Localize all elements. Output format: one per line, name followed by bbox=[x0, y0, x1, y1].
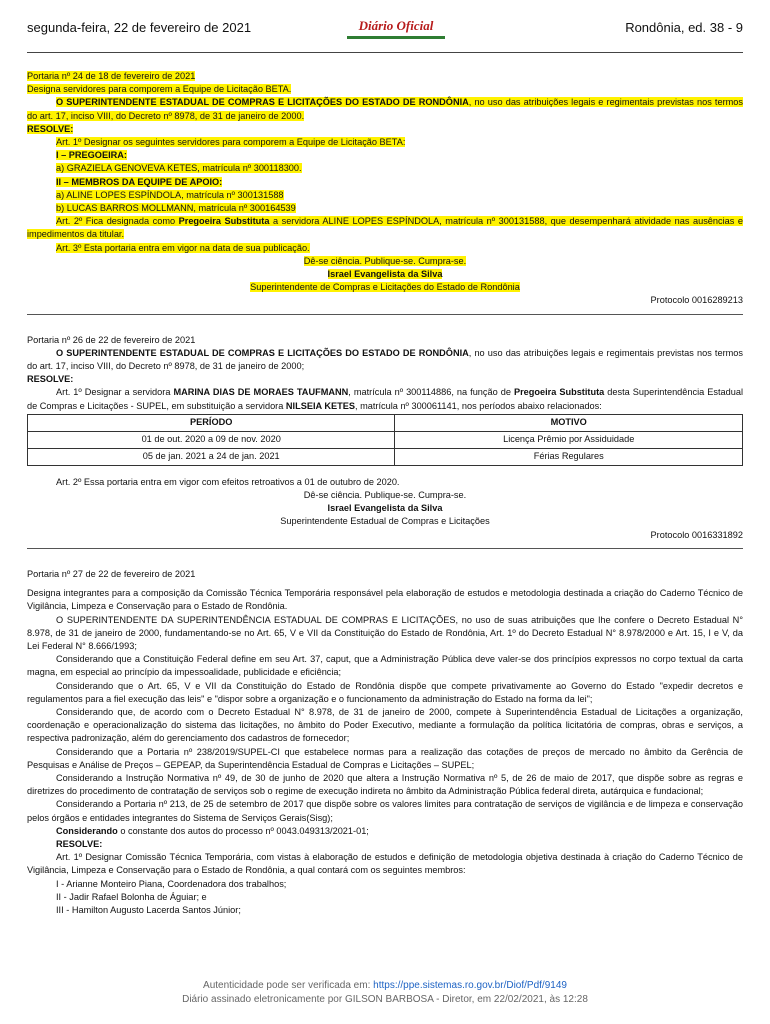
portaria-24-art3: Art. 3º Esta portaria entra em vigor na data de sua publicação. bbox=[56, 242, 310, 253]
table-cell-motivo: Férias Regulares bbox=[395, 448, 743, 465]
portaria-27-considerando-6: Considerando a Portaria nº 213, de 25 de setembro de 2017 que dispõe sobre os valores limites para contratação de serviços de vigilância e de limpeza e conservação pelos órgãos e entidades integrantes do Sistema de Serviços Gerais(Sisg); bbox=[27, 799, 743, 823]
portaria-24-resolve: RESOLVE: bbox=[27, 123, 74, 134]
portaria-26-art1: Art. 1º Designar a servidora MARINA DIAS DE MORAES TAUFMANN, matrícula nº 300114886, na função de Pregoeira Substituta desta Superintendência Estadual de Compras e Licitações - SUPEL, em substituição a servidora NILSEIA KETES, matrícula nº 300061141, nos períodos abaixo relacionados: bbox=[27, 387, 744, 411]
portaria-27-intro: O SUPERINTENDENTE DA SUPERINTENDÊNCIA ESTADUAL DE COMPRAS E LICITAÇÕES, no uso de suas atribuições que lhe confere o Decreto Estadual N° 8.978, de 31 de janeiro de 2000, fundamentando-se no Art. 65, V e VII da Constituição do Estado de Rondônia, Art. 1º do Decreto Estadual N° 8.978/2000 e Art. 15, I e V, da Lei Federal N° 8.666/1993; bbox=[27, 614, 743, 651]
portaria-26-title: Portaria nº 26 de 22 de fevereiro de 2021 bbox=[27, 334, 196, 345]
portaria-27-considerando-3: Considerando que, de acordo com o Decreto Estadual N° 8.978, de 31 de janeiro de 2000, compete à Superintendência Estadual de Licitações a organização, coordenação e operacionalização do sistema das licitações, no âmbito do Poder Executivo, mediante a formulação da política licitatória de compras, obras e serviços, a respectiva padronização, além do gerenciamento dos cadastros de fornecedor; bbox=[27, 706, 743, 744]
table-cell-motivo: Licença Prêmio por Assiduidade bbox=[395, 431, 743, 448]
portaria-27-member-3: III - Hamilton Augusto Lacerda Santos Júnior; bbox=[56, 904, 241, 915]
authenticity-link[interactable]: https://ppe.sistemas.ro.gov.br/Diof/Pdf/9149 bbox=[373, 980, 567, 991]
portaria-24 bbox=[27, 70, 743, 308]
portaria-24-apoio-heading: II – MEMBROS DA EQUIPE DE APOIO: bbox=[56, 176, 223, 187]
page-footer bbox=[0, 979, 770, 1007]
table-row bbox=[28, 431, 743, 448]
portaria-27-considerando-2: Considerando que o Art. 65, V e VII da Constituição do Estado de Rondônia dispõe que compete privativamente ao Governo do Estado "expedir decretos e regulamentos para a fiel execução das leis" e "dispor sobre a organização e o funcionamento da administração do Estado na forma da lei"; bbox=[27, 680, 743, 704]
portaria-27-resolve: RESOLVE: bbox=[56, 838, 103, 849]
table-row bbox=[28, 448, 743, 465]
portaria-27-ementa: Designa integrantes para a composição da Comissão Técnica Temporária responsável pela elaboração de estudos e metodologia destinada a criação do Caderno Técnico de Vigilância, Limpeza e Conservação para o Estado de Rondônia. bbox=[27, 588, 743, 612]
portaria-27-member-1: I - Arianne Monteiro Piana, Coordenadora dos trabalhos; bbox=[56, 878, 287, 889]
section-divider bbox=[27, 548, 743, 549]
portaria-26-signer: Israel Evangelista da Silva bbox=[327, 503, 443, 514]
portaria-26 bbox=[27, 334, 743, 542]
portaria-27-considerando-7: Considerando o constante dos autos do processo nº 0043.049313/2021-01; bbox=[56, 825, 369, 836]
portaria-26-resolve: RESOLVE: bbox=[27, 374, 74, 385]
portaria-27-considerando-4: Considerando que a Portaria nº 238/2019/SUPEL-CI que estabelece normas para a realização das cotações de preços de mercado no âmbito da Gerência de Pesquisas e Análise de Preços – GEPEAP, da Superintendência Estadual de Compras e Licitações – SUPEL; bbox=[27, 746, 743, 770]
authenticity-line bbox=[0, 979, 770, 993]
portaria-24-apoio-b: b) LUCAS BARROS MOLLMANN, matrícula nº 300164539 bbox=[56, 203, 296, 214]
signature-line: Diário assinado eletronicamente por GILSON BARBOSA - Diretor, em 22/02/2021, às 12:28 bbox=[182, 994, 588, 1005]
portaria-26-intro: O SUPERINTENDENTE ESTADUAL DE COMPRAS E LICITAÇÕES DO ESTADO DE RONDÔNIA, no uso das atribuições legais e regimentais previstas nos termos do art. 17, inciso VIII, do Decreto nº 8978, de 31 de janeiro de 2000; bbox=[27, 347, 743, 372]
portaria-24-closing: Dê-se ciência. Publique-se. Cumpra-se. bbox=[303, 255, 467, 266]
portaria-24-art2: Art. 2º Fica designada como Pregoeira Substituta a servidora ALINE LOPES ESPÍNDOLA, matrícula nº 300131588, que desempenhará atividade nas ausências e impedimentos da titular. bbox=[27, 216, 743, 240]
portaria-27-considerando-1: Considerando que a Constituição Federal define em seu Art. 37, caput, que a Administração Pública deve valer-se dos princípios expressos no corpo textual da carta magna, em especial ao princípio da impessoalidade, publicidade e eficiência; bbox=[27, 654, 743, 678]
portaria-24-ementa: Designa servidores para comporem a Equipe de Licitação BETA. bbox=[27, 84, 292, 95]
portaria-27-member-2: II - Jadir Rafael Bolonha de Águiar; e bbox=[56, 891, 207, 902]
portaria-26-art2: Art. 2º Essa portaria entra em vigor com efeitos retroativos a 01 de outubro de 2020. bbox=[56, 476, 400, 487]
portaria-27-art1: Art. 1º Designar Comissão Técnica Temporária, com vistas à elaboração de estudos e definição de metodologia objetiva destinada à criação do Caderno Técnico de Vigilância, Limpeza e Conservação para o Estado de Rondônia, a qual contará com os seguintes membros: bbox=[27, 852, 743, 876]
portaria-26-closing: Dê-se ciência. Publique-se. Cumpra-se. bbox=[303, 490, 467, 501]
document-body bbox=[27, 70, 743, 917]
portaria-24-role: Superintendente de Compras e Licitações do Estado de Rondônia bbox=[250, 282, 520, 293]
portaria-27 bbox=[27, 568, 743, 917]
portaria-24-intro: O SUPERINTENDENTE ESTADUAL DE COMPRAS E LICITAÇÕES DO ESTADO DE RONDÔNIA, no uso das atribuições legais e regimentais previstas nos termos do art. 17, inciso VIII, do Decreto nº 8978, de 31 de janeiro de 2000. bbox=[27, 97, 743, 121]
journal-title: Diário Oficial bbox=[347, 18, 445, 39]
periods-table bbox=[27, 414, 743, 466]
portaria-24-art1: Art. 1º Designar os seguintes servidores para comporem a Equipe de Licitação BETA: bbox=[56, 137, 406, 148]
table-cell-periodo: 01 de out. 2020 a 09 de nov. 2020 bbox=[28, 431, 395, 448]
portaria-27-considerando-5: Considerando a Instrução Normativa nº 49, de 30 de junho de 2020 que altera a Instrução Normativa nº 5, de 26 de maio de 2017, que dispõe sobre as regras e diretrizes do procedimento de contratação de serviços sob o regime de execução indireta no âmbito da Administração Pública federal direta, autárquica e fundacional; bbox=[27, 772, 743, 797]
portaria-26-protocol: Protocolo 0016331892 bbox=[650, 529, 743, 540]
portaria-24-title: Portaria nº 24 de 18 de fevereiro de 2021 bbox=[27, 71, 196, 81]
column-header-motivo: MOTIVO bbox=[395, 414, 743, 431]
header-edition: Rondônia, ed. 38 - 9 bbox=[625, 20, 743, 35]
table-cell-periodo: 05 de jan. 2021 a 24 de jan. 2021 bbox=[28, 448, 395, 465]
portaria-27-title: Portaria nº 27 de 22 de fevereiro de 2021 bbox=[27, 568, 196, 579]
portaria-24-pregoeira-heading: I – PREGOEIRA: bbox=[56, 150, 127, 161]
authenticity-label: Autenticidade pode ser verificada em: bbox=[203, 980, 374, 991]
table-header-row bbox=[28, 414, 743, 431]
portaria-24-protocol: Protocolo 0016289213 bbox=[650, 295, 743, 306]
portaria-24-apoio-a: a) ALINE LOPES ESPÍNDOLA, matrícula nº 300131588 bbox=[56, 189, 284, 200]
portaria-24-pregoeira: a) GRAZIELA GENOVEVA KETES, matrícula nº 300118300. bbox=[56, 163, 302, 174]
portaria-24-signer: Israel Evangelista da Silva bbox=[327, 269, 443, 280]
header-divider bbox=[27, 52, 743, 53]
portaria-26-role: Superintendente Estadual de Compras e Licitações bbox=[280, 516, 490, 527]
header-date: segunda-feira, 22 de fevereiro de 2021 bbox=[27, 20, 252, 35]
section-divider bbox=[27, 314, 743, 315]
page-header bbox=[27, 14, 743, 42]
column-header-periodo: PERÍODO bbox=[28, 414, 395, 431]
